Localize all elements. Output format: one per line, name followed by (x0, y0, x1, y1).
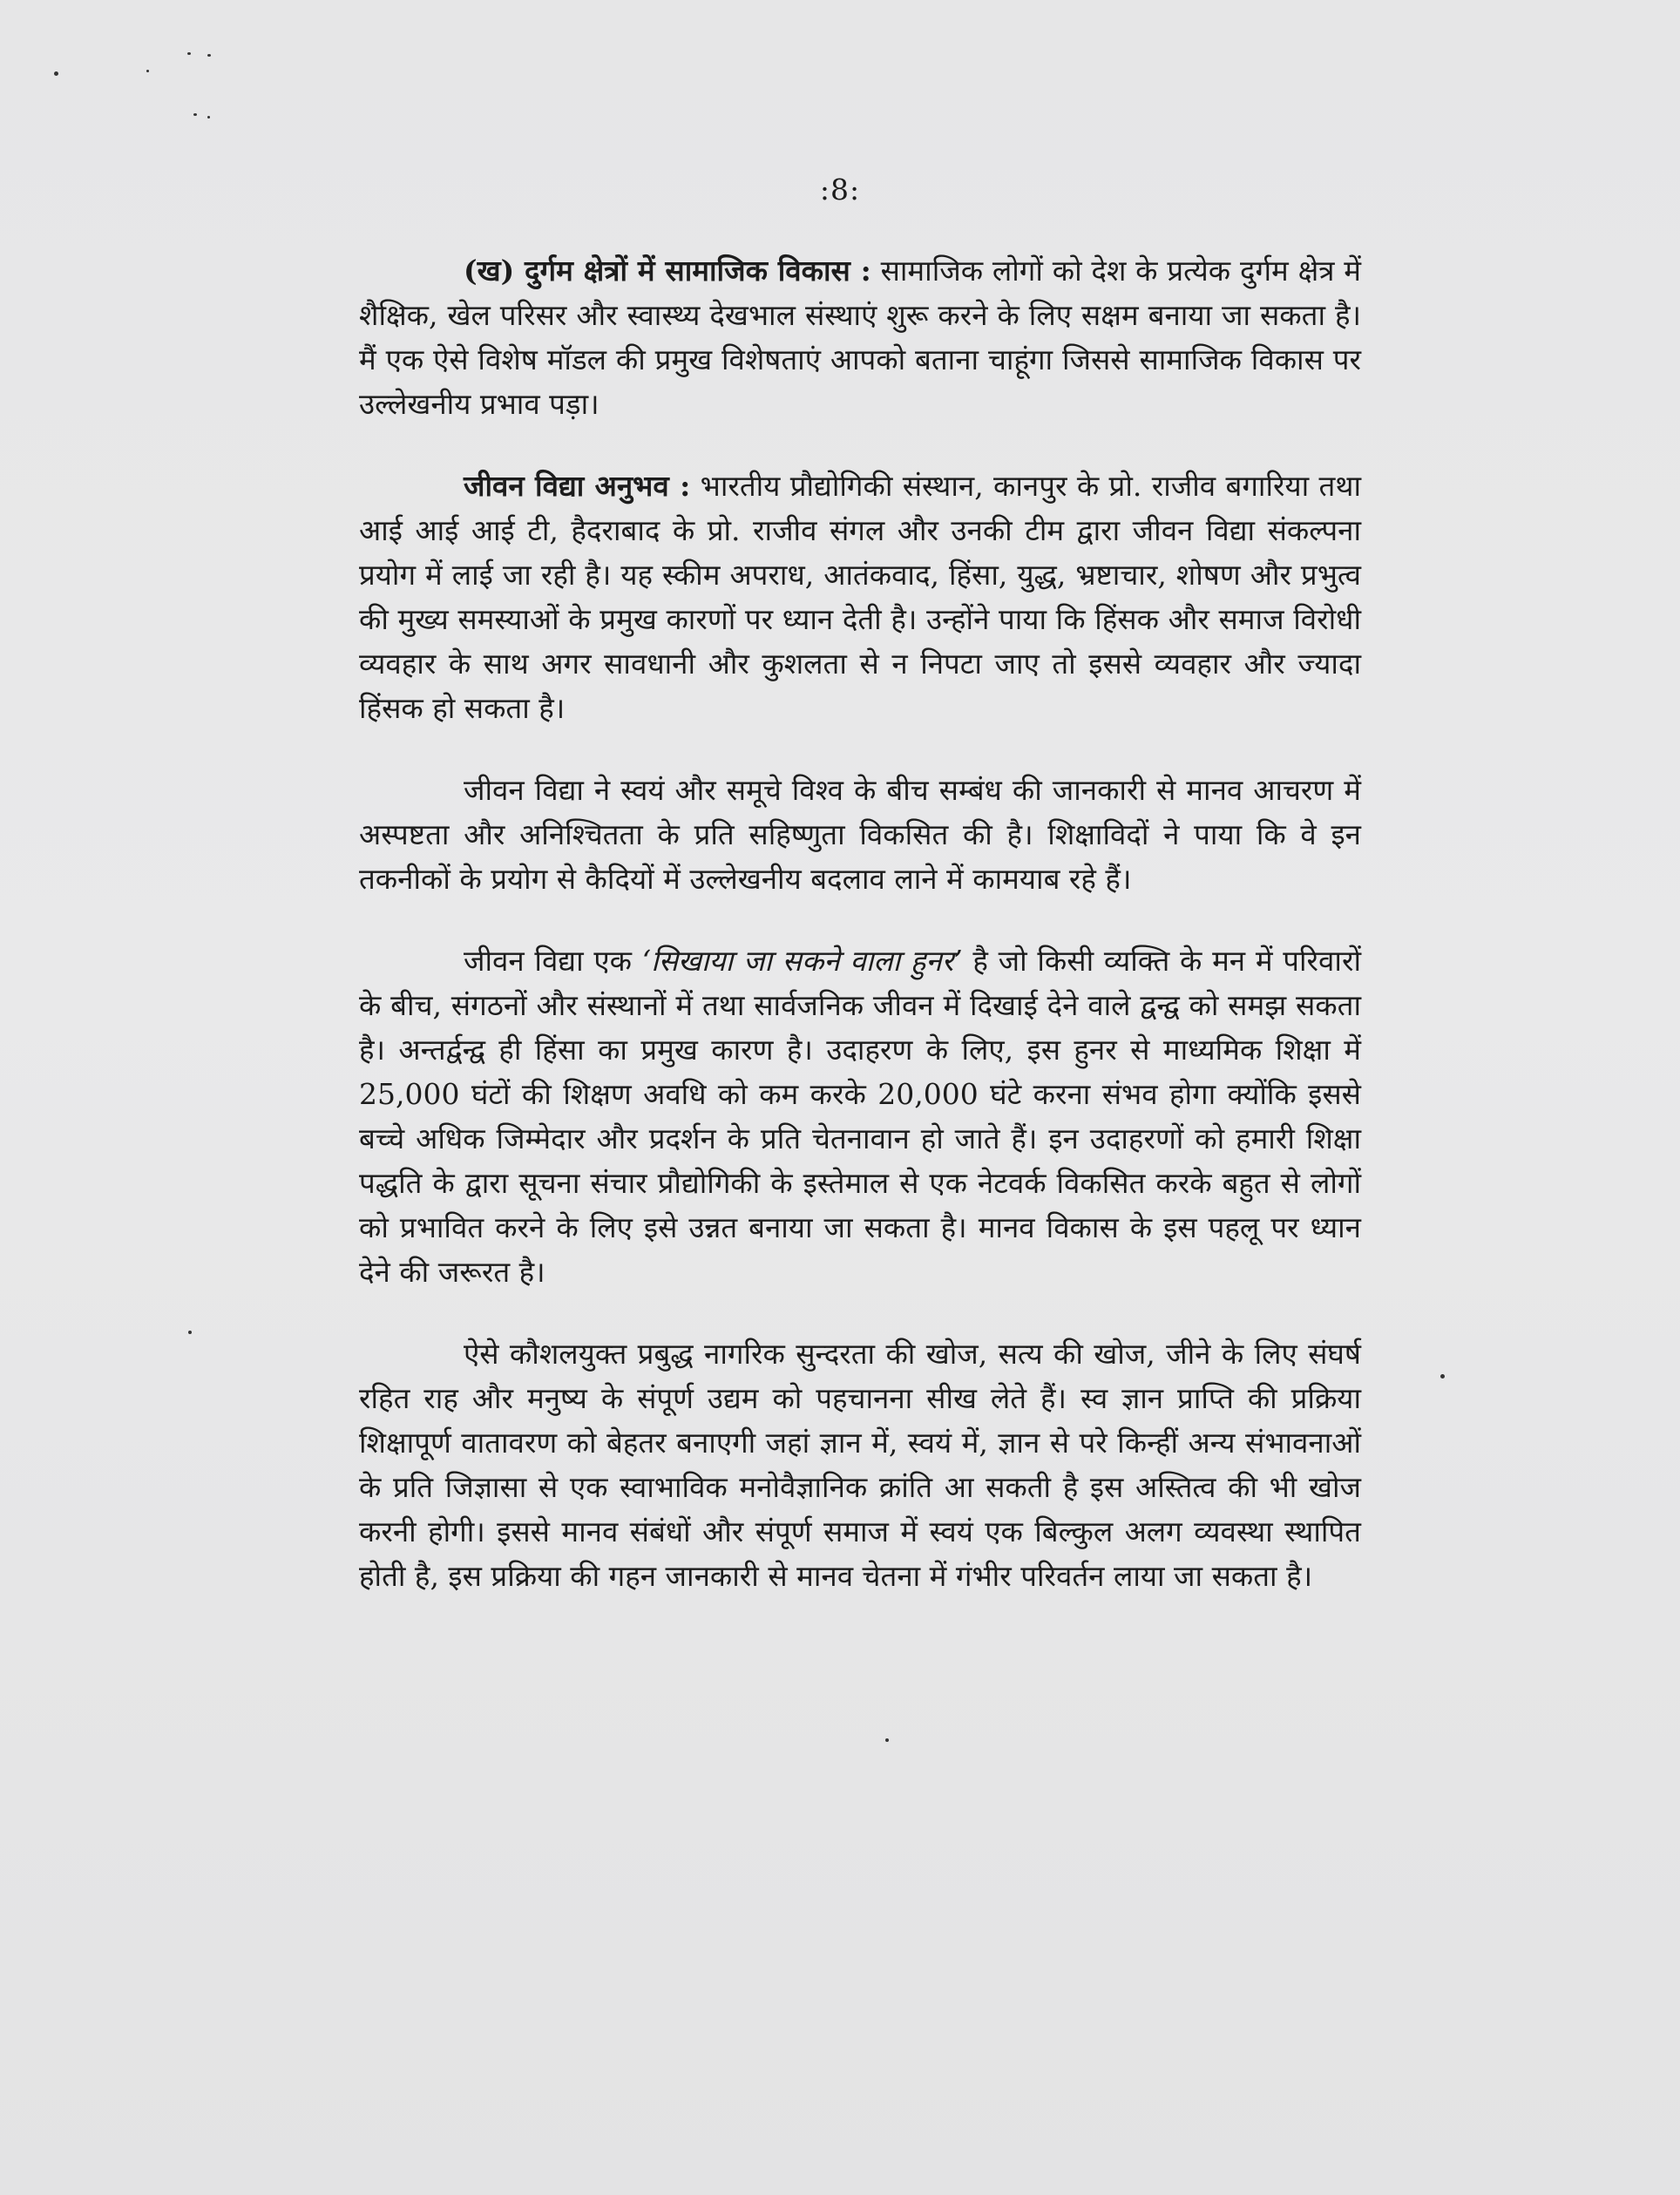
paragraph-text: भारतीय प्रौद्योगिकी संस्थान, कानपुर के प्रो. राजीव बगारिया तथा आई आई आई टी, हैदराबाद के प्रो. राजीव संगल और उनकी टीम द्वारा जीवन विद्या संकल्पना प्रयोग में लाई जा रही है। यह स्कीम अपराध, आतंकवाद, हिंसा, युद्ध, भ्रष्टाचार, शोषण और प्रभुत्व की मुख्य समस्याओं के प्रमुख कारणों पर ध्यान देती है। उन्होंने पाया कि हिंसक और समाज विरोधी व्यवहार के साथ अगर सावधानी और कुशलता से न निपटा जाए तो इससे व्यवहार और ज्यादा हिंसक हो सकता है। (359, 469, 1361, 725)
paragraph-text: जीवन विद्या ने स्वयं और समूचे विश्व के बीच सम्बंध की जानकारी से मानव आचरण में अस्पष्टता और अनिश्चितता के प्रति सहिष्णुता विकसित की है। शिक्षाविदों ने पाया कि वे इन तकनीकों के प्रयोग से कैदियों में उल्लेखनीय बदलाव लाने में कामयाब रहे हैं। (359, 773, 1361, 896)
scan-speck (1440, 1374, 1445, 1379)
body-text (359, 248, 1361, 1636)
paragraph-text: सामाजिक लोगों को देश के प्रत्येक दुर्गम क्षेत्र में शैक्षिक, खेल परिसर और स्वास्थ्य देखभाल संस्थाएं शुरू करने के लिए सक्षम बनाया जा सकता है। मैं एक ऐसे विशेष मॉडल की प्रमुख विशेषताएं आपको बताना चाहूंगा जिससे सामाजिक विकास पर उल्लेखनीय प्रभाव पड़ा। (359, 254, 1361, 421)
quoted-phrase: ‘सिखाया जा सकने वाला हुनर’ (641, 944, 963, 978)
page-number: :8: (819, 173, 861, 207)
paragraph-durgam-kshetra (359, 248, 1361, 426)
scan-speck (188, 1331, 192, 1334)
scan-speck (885, 1738, 889, 1742)
scan-speck (193, 113, 197, 116)
scan-speck (146, 70, 149, 72)
scan-speck (187, 52, 191, 55)
paragraph-sahishnuta (359, 768, 1361, 901)
scan-speck (54, 71, 58, 76)
paragraph-text: है जो किसी व्यक्ति के मन में परिवारों के बीच, संगठनों और संस्थानों में तथा सार्वजनिक जीवन में दिखाई देने वाले द्वन्द्व को समझ सकता है। अन्तर्द्वन्द्व ही हिंसा का प्रमुख कारण है। उदाहरण के लिए, इस हुनर से माध्यमिक शिक्षा में 25,000 घंटों की शिक्षण अवधि को कम करके 20,000 घंटे करना संभव होगा क्योंकि इससे बच्चे अधिक जिम्मेदार और प्रदर्शन के प्रति चेतनावान हो जाते हैं। इन उदाहरणों को हमारी शिक्षा पद्धति के द्वारा सूचना संचार प्रौद्योगिकी के इस्तेमाल से एक नेटवर्क विकसित करके बहुत से लोगों को प्रभावित करने के लिए इसे उन्नत बनाया जा सकता है। मानव विकास के इस पहलू पर ध्यान देने की जरूरत है। (359, 944, 1361, 1289)
paragraph-lead: जीवन विद्या एक (464, 944, 642, 978)
paragraph-heading: जीवन विद्या अनुभव : (464, 469, 691, 503)
scan-speck (207, 116, 210, 119)
paragraph-prabuddh-nagrik (359, 1331, 1361, 1598)
paragraph-jeevan-vidya-anubhav (359, 464, 1361, 730)
paragraph-heading: (ख) दुर्गम क्षेत्रों में सामाजिक विकास : (464, 254, 871, 288)
paragraph-text: ऐसे कौशलयुक्त प्रबुद्ध नागरिक सुन्दरता की खोज, सत्य की खोज, जीने के लिए संघर्ष रहित राह और मनुष्य के संपूर्ण उद्यम को पहचानना सीख लेते हैं। स्व ज्ञान प्राप्ति की प्रक्रिया शिक्षापूर्ण वातावरण को बेहतर बनाएगी जहां ज्ञान में, स्वयं में, ज्ञान से परे किन्हीं अन्य संभावनाओं के प्रति जिज्ञासा से एक स्वाभाविक मनोवैज्ञानिक क्रांति आ सकती है इस अस्तित्व की भी खोज करनी होगी। इससे मानव संबंधों और संपूर्ण समाज में स्वयं एक बिल्कुल अलग व्यवस्था स्थापित होती है, इस प्रक्रिया की गहन जानकारी से मानव चेतना में गंभीर परिवर्तन लाया जा सकता है। (359, 1337, 1361, 1593)
scan-speck (207, 54, 211, 57)
paragraph-sikhaya-hunar (359, 938, 1361, 1294)
